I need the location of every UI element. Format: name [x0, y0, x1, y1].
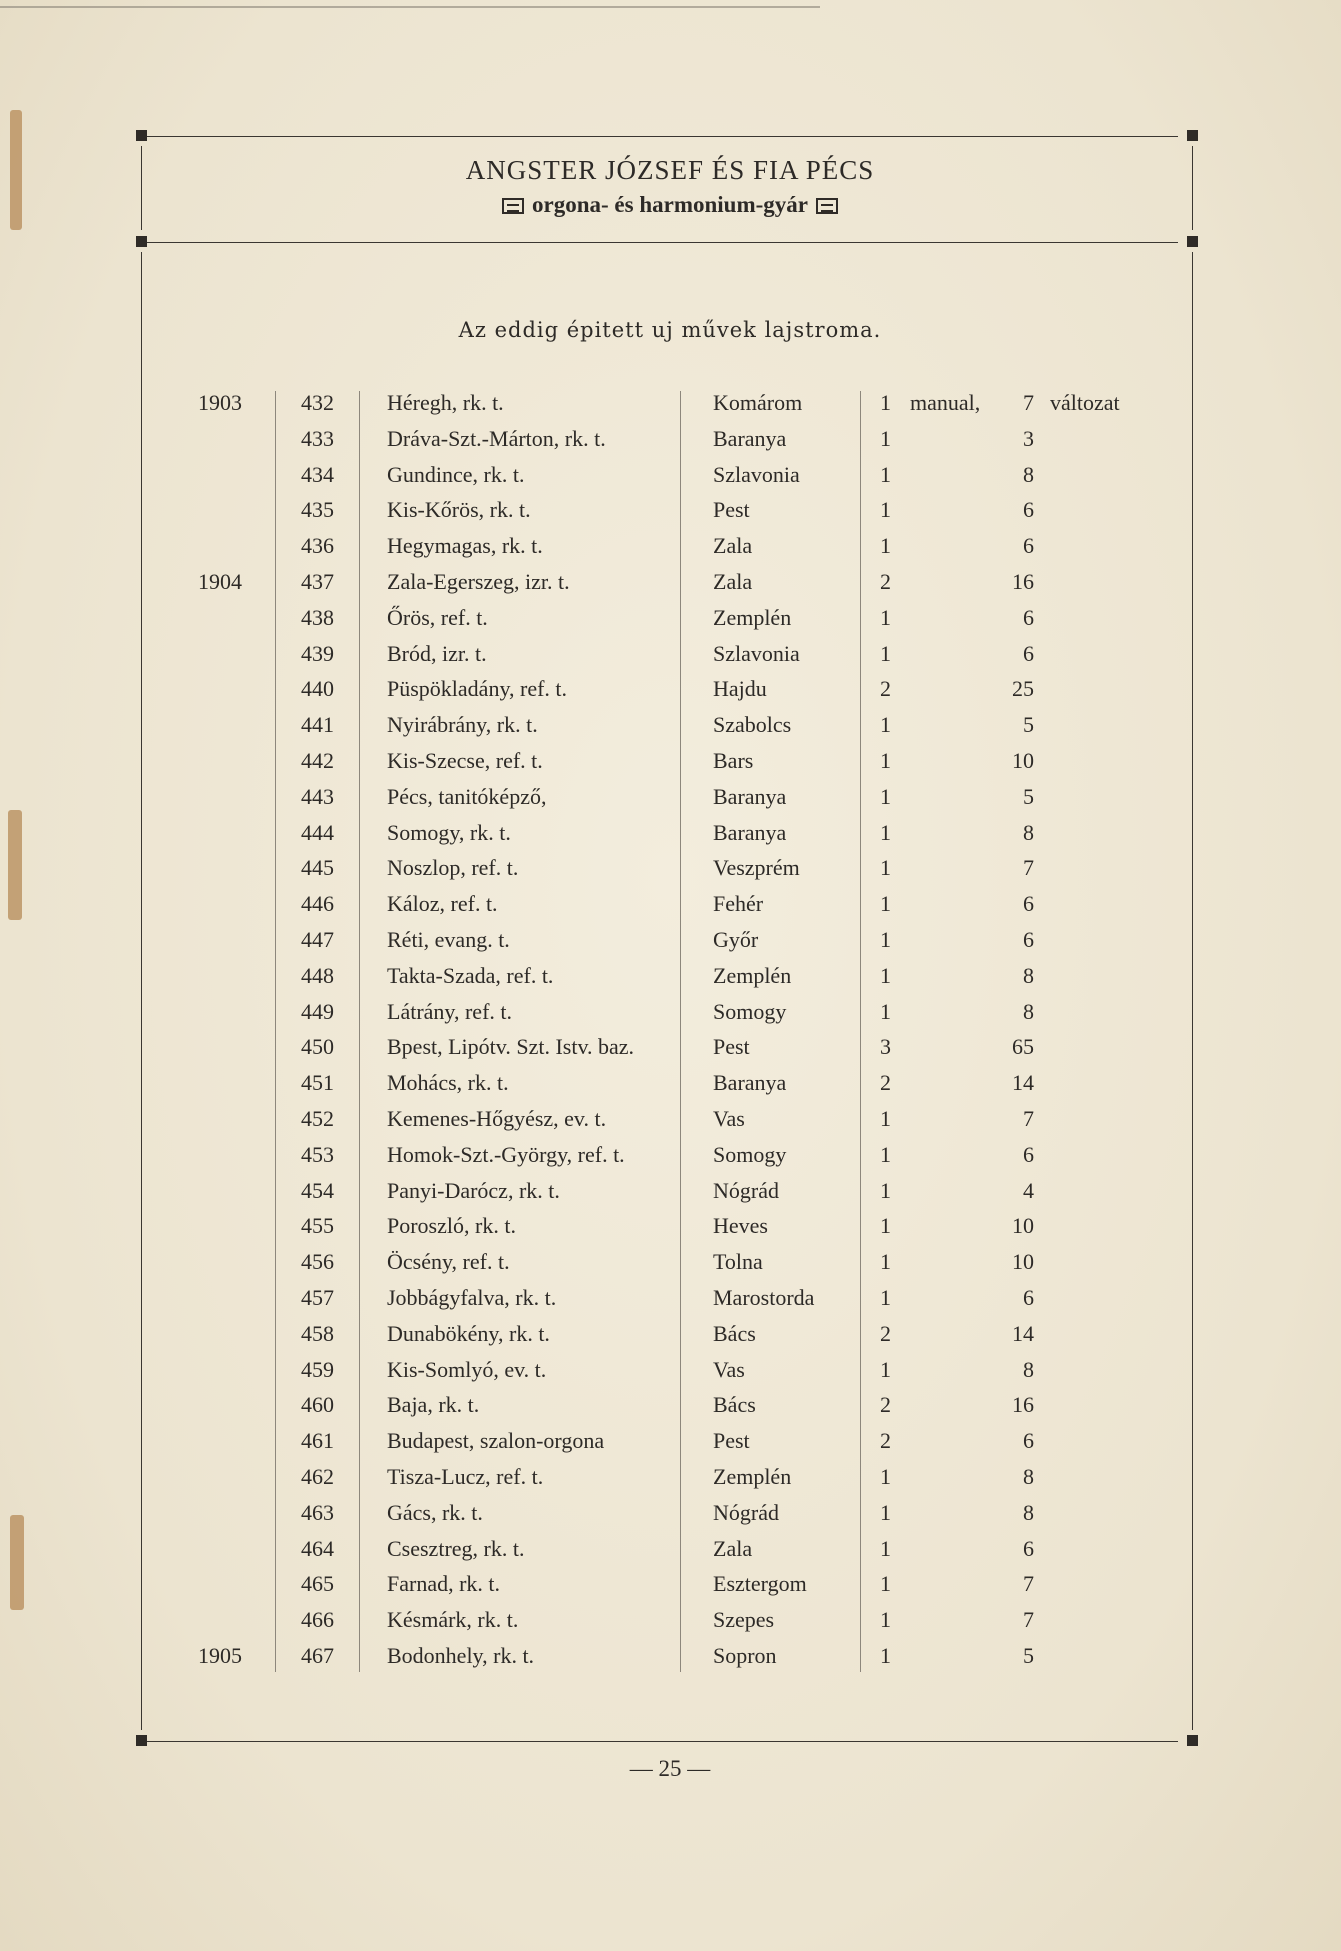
manuals-cell: 1	[880, 533, 891, 559]
place-cell: Késmárk, rk. t.	[387, 1607, 519, 1633]
manuals-cell: 2	[880, 1070, 891, 1096]
county-cell: Somogy	[713, 998, 787, 1024]
page-edge	[0, 6, 820, 8]
work-number-cell: 462	[301, 1464, 334, 1489]
manuals-cell: 2	[880, 1320, 891, 1346]
place-cell: Baja, rk. t.	[387, 1392, 480, 1418]
manuals-cell: 1	[880, 1285, 891, 1310]
table-row	[0, 1244, 1341, 1280]
organ-ornament-icon	[502, 198, 524, 214]
place-cell: Bpest, Lipótv. Szt. Istv. baz.	[387, 1034, 635, 1060]
table-row	[0, 958, 1341, 994]
county-cell: Zala	[713, 533, 753, 559]
place-cell: Somogy, rk. t.	[387, 819, 511, 845]
table-row	[0, 707, 1341, 743]
stops-cell: 5	[1023, 1643, 1034, 1668]
place-cell: Gács, rk. t.	[387, 1499, 483, 1525]
frame-corner-square	[136, 130, 147, 141]
county-cell: Baranya	[713, 783, 787, 809]
place-cell: Homok-Szt.-György, ref. t.	[387, 1141, 625, 1167]
table-row	[0, 994, 1341, 1030]
place-cell: Kis-Kőrös, rk. t.	[387, 497, 531, 523]
county-cell: Nógrád	[713, 1177, 779, 1203]
place-cell: Panyi-Darócz, rk. t.	[387, 1177, 560, 1203]
column-divider	[275, 391, 276, 1672]
stops-cell: 5	[1023, 712, 1034, 738]
county-cell: Zala	[713, 569, 753, 594]
stops-cell: 6	[1023, 604, 1034, 630]
manuals-cell: 2	[880, 1428, 891, 1454]
work-number-cell: 447	[301, 927, 334, 952]
stops-cell: 7	[1023, 390, 1034, 415]
table-row	[0, 564, 1341, 600]
table-row	[0, 1387, 1341, 1423]
place-cell: Bodonhely, rk. t.	[387, 1643, 535, 1668]
manuals-cell: 1	[880, 1213, 891, 1239]
stops-cell: 5	[1023, 783, 1034, 809]
manuals-cell: 1	[880, 640, 891, 666]
manual-label: manual,	[910, 390, 981, 415]
county-cell: Bács	[713, 1320, 756, 1346]
place-cell: Dráva-Szt.-Márton, rk. t.	[387, 425, 606, 451]
table-row	[0, 1137, 1341, 1173]
table-row	[0, 1602, 1341, 1638]
work-number-cell: 440	[301, 676, 334, 702]
table-row	[0, 385, 1341, 421]
stops-cell: 8	[1023, 1499, 1034, 1525]
manuals-cell: 1	[880, 1106, 891, 1131]
subtitle-text: orgona- és harmonium-gyár	[532, 192, 808, 217]
table-row	[0, 600, 1341, 636]
work-number-cell: 458	[301, 1320, 334, 1346]
stops-cell: 8	[1023, 962, 1034, 988]
manuals-cell: 1	[880, 1499, 891, 1525]
table-row	[0, 815, 1341, 851]
place-cell: Pécs, tanitóképző,	[387, 783, 547, 809]
letterhead	[150, 152, 1190, 222]
place-cell: Püspökladány, ref. t.	[387, 676, 568, 702]
stops-cell: 8	[1023, 461, 1034, 487]
county-cell: Hajdu	[713, 676, 767, 702]
stops-cell: 8	[1023, 819, 1034, 845]
place-cell: Dunabökény, rk. t.	[387, 1320, 550, 1346]
place-cell: Noszlop, ref. t.	[387, 855, 519, 881]
stops-cell: 7	[1023, 1106, 1034, 1131]
county-cell: Zemplén	[713, 962, 792, 988]
organ-ornament-icon	[816, 198, 838, 214]
work-number-cell: 436	[301, 533, 334, 559]
work-number-cell: 451	[301, 1070, 334, 1096]
manuals-cell: 1	[880, 748, 891, 773]
table-row	[0, 886, 1341, 922]
stops-cell: 6	[1023, 497, 1034, 523]
county-cell: Baranya	[713, 1070, 787, 1096]
county-cell: Bars	[713, 748, 754, 773]
county-cell: Somogy	[713, 1141, 787, 1167]
place-cell: Kemenes-Hőgyész, ev. t.	[387, 1106, 607, 1131]
work-number-cell: 435	[301, 497, 334, 523]
stops-cell: 8	[1023, 1464, 1034, 1489]
table-row	[0, 1065, 1341, 1101]
manuals-cell: 1	[880, 1535, 891, 1561]
frame-corner-square	[1187, 130, 1198, 141]
work-number-cell: 433	[301, 425, 334, 451]
county-cell: Szepes	[713, 1607, 775, 1633]
work-number-cell: 444	[301, 819, 334, 845]
frame-corner-square	[1187, 1735, 1198, 1746]
work-number-cell: 439	[301, 640, 334, 666]
table-row	[0, 922, 1341, 958]
place-cell: Jobbágyfalva, rk. t.	[387, 1285, 557, 1310]
company-subtitle	[150, 188, 1190, 222]
stops-cell: 14	[1012, 1320, 1034, 1346]
place-cell: Kis-Somlyó, ev. t.	[387, 1356, 547, 1382]
paper-stain	[10, 110, 22, 230]
place-cell: Bród, izr. t.	[387, 640, 487, 666]
work-number-cell: 453	[301, 1141, 334, 1167]
table-row	[0, 1638, 1341, 1674]
manuals-cell: 1	[880, 1249, 891, 1275]
place-cell: Kis-Szecse, ref. t.	[387, 748, 543, 773]
stops-cell: 7	[1023, 1607, 1034, 1633]
stops-cell: 25	[1012, 676, 1034, 702]
place-cell: Réti, evang. t.	[387, 927, 510, 952]
manuals-cell: 1	[880, 497, 891, 523]
manuals-cell: 1	[880, 1571, 891, 1597]
county-cell: Vas	[713, 1106, 745, 1131]
manuals-cell: 2	[880, 676, 891, 702]
stops-cell: 4	[1023, 1177, 1034, 1203]
manuals-cell: 1	[880, 1141, 891, 1167]
county-cell: Tolna	[713, 1249, 763, 1275]
county-cell: Fehér	[713, 891, 764, 917]
stops-cell: 10	[1012, 1249, 1034, 1275]
table-row	[0, 1316, 1341, 1352]
stops-cell: 16	[1012, 569, 1034, 594]
county-cell: Zala	[713, 1535, 753, 1561]
manuals-cell: 1	[880, 461, 891, 487]
manuals-cell: 2	[880, 1392, 891, 1418]
valtozat-label: változat	[1050, 390, 1120, 415]
manuals-cell: 1	[880, 1607, 891, 1633]
work-number-cell: 442	[301, 748, 334, 773]
county-cell: Zemplén	[713, 1464, 792, 1489]
year-cell: 1904	[198, 569, 242, 594]
column-divider	[680, 391, 681, 1672]
table-row	[0, 1173, 1341, 1209]
work-number-cell: 460	[301, 1392, 334, 1418]
table-row	[0, 1101, 1341, 1137]
manuals-cell: 1	[880, 390, 891, 415]
table-row	[0, 1459, 1341, 1495]
county-cell: Szabolcs	[713, 712, 792, 738]
stops-cell: 6	[1023, 533, 1034, 559]
column-divider	[359, 391, 360, 1672]
table-row	[0, 492, 1341, 528]
stops-cell: 3	[1023, 425, 1034, 451]
place-cell: Nyirábrány, rk. t.	[387, 712, 538, 738]
work-number-cell: 448	[301, 962, 334, 988]
table-row	[0, 421, 1341, 457]
stops-cell: 65	[1012, 1034, 1034, 1060]
work-number-cell: 464	[301, 1535, 334, 1561]
table-row	[0, 1208, 1341, 1244]
table-row	[0, 743, 1341, 779]
work-number-cell: 434	[301, 461, 334, 487]
work-number-cell: 457	[301, 1285, 334, 1310]
manuals-cell: 1	[880, 891, 891, 917]
place-cell: Káloz, ref. t.	[387, 891, 498, 917]
table-row	[0, 1423, 1341, 1459]
page-number: — 25 —	[629, 1756, 711, 1781]
place-cell: Poroszló, rk. t.	[387, 1213, 516, 1239]
work-number-cell: 450	[301, 1034, 334, 1060]
place-cell: Héregh, rk. t.	[387, 390, 504, 415]
table-row	[0, 528, 1341, 564]
county-cell: Győr	[713, 927, 759, 952]
stops-cell: 6	[1023, 891, 1034, 917]
frame-corner-square	[136, 236, 147, 247]
county-cell: Komárom	[713, 390, 803, 415]
place-cell: Zala-Egerszeg, izr. t.	[387, 569, 570, 594]
manuals-cell: 1	[880, 1356, 891, 1382]
work-number-cell: 455	[301, 1213, 334, 1239]
stops-cell: 6	[1023, 1141, 1034, 1167]
manuals-cell: 1	[880, 1464, 891, 1489]
manuals-cell: 1	[880, 1643, 891, 1668]
place-cell: Budapest, szalon-orgona	[387, 1428, 605, 1454]
stops-cell: 6	[1023, 1428, 1034, 1454]
table-row	[0, 457, 1341, 493]
manuals-cell: 1	[880, 604, 891, 630]
work-number-cell: 467	[301, 1643, 334, 1668]
table-row	[0, 1352, 1341, 1388]
county-cell: Baranya	[713, 425, 787, 451]
work-number-cell: 441	[301, 712, 334, 738]
county-cell: Pest	[713, 1428, 750, 1454]
stops-cell: 16	[1012, 1392, 1034, 1418]
stops-cell: 7	[1023, 855, 1034, 881]
county-cell: Esztergom	[713, 1571, 807, 1597]
county-cell: Vas	[713, 1356, 745, 1382]
place-cell: Hegymagas, rk. t.	[387, 533, 543, 559]
work-number-cell: 463	[301, 1499, 334, 1525]
table-row	[0, 1566, 1341, 1602]
place-cell: Őrös, ref. t.	[387, 604, 488, 630]
county-cell: Szlavonia	[713, 461, 800, 487]
frame-corner-square	[136, 1735, 147, 1746]
list-title: Az eddig épitett uj művek lajstroma.	[458, 318, 882, 342]
county-cell: Pest	[713, 497, 750, 523]
work-number-cell: 465	[301, 1571, 334, 1597]
work-number-cell: 459	[301, 1356, 334, 1382]
stops-cell: 10	[1012, 748, 1034, 773]
place-cell: Farnad, rk. t.	[387, 1571, 501, 1597]
place-cell: Mohács, rk. t.	[387, 1070, 509, 1096]
county-cell: Nógrád	[713, 1499, 779, 1525]
year-cell: 1905	[198, 1643, 242, 1668]
county-cell: Pest	[713, 1034, 750, 1060]
manuals-cell: 1	[880, 425, 891, 451]
table-row	[0, 1280, 1341, 1316]
stops-cell: 6	[1023, 927, 1034, 952]
manuals-cell: 1	[880, 927, 891, 952]
county-cell: Heves	[713, 1213, 768, 1239]
manuals-cell: 1	[880, 783, 891, 809]
county-cell: Zemplén	[713, 604, 792, 630]
manuals-cell: 1	[880, 962, 891, 988]
work-number-cell: 446	[301, 891, 334, 917]
place-cell: Öcsény, ref. t.	[387, 1249, 510, 1275]
frame-corner-square	[1187, 236, 1198, 247]
work-number-cell: 456	[301, 1249, 334, 1275]
manuals-cell: 1	[880, 1177, 891, 1203]
place-cell: Tisza-Lucz, ref. t.	[387, 1464, 544, 1489]
table-row	[0, 1029, 1341, 1065]
table-row	[0, 1531, 1341, 1567]
county-cell: Bács	[713, 1392, 756, 1418]
table-row	[0, 850, 1341, 886]
stops-cell: 8	[1023, 998, 1034, 1024]
stops-cell: 6	[1023, 1285, 1034, 1310]
stops-cell: 8	[1023, 1356, 1034, 1382]
county-cell: Baranya	[713, 819, 787, 845]
manuals-cell: 1	[880, 998, 891, 1024]
place-cell: Látrány, ref. t.	[387, 998, 513, 1024]
year-cell: 1903	[198, 390, 242, 415]
county-cell: Sopron	[713, 1643, 777, 1668]
work-number-cell: 449	[301, 998, 334, 1024]
table-row	[0, 636, 1341, 672]
table-row	[0, 671, 1341, 707]
work-number-cell: 466	[301, 1607, 334, 1633]
work-number-cell: 443	[301, 783, 334, 809]
place-cell: Csesztreg, rk. t.	[387, 1535, 525, 1561]
manuals-cell: 3	[880, 1034, 891, 1060]
stops-cell: 10	[1012, 1213, 1034, 1239]
work-number-cell: 438	[301, 604, 334, 630]
stops-cell: 6	[1023, 1535, 1034, 1561]
work-number-cell: 461	[301, 1428, 334, 1454]
work-number-cell: 445	[301, 855, 334, 881]
manuals-cell: 1	[880, 819, 891, 845]
stops-cell: 7	[1023, 1571, 1034, 1597]
manuals-cell: 2	[880, 569, 891, 594]
table-row	[0, 779, 1341, 815]
work-number-cell: 432	[301, 390, 334, 415]
stops-cell: 14	[1012, 1070, 1034, 1096]
place-cell: Gundince, rk. t.	[387, 461, 525, 487]
stops-cell: 6	[1023, 640, 1034, 666]
work-number-cell: 452	[301, 1106, 334, 1131]
table-row	[0, 1495, 1341, 1531]
work-number-cell: 437	[301, 569, 334, 594]
county-cell: Szlavonia	[713, 640, 800, 666]
column-divider	[860, 391, 861, 1672]
manuals-cell: 1	[880, 712, 891, 738]
company-name: ANGSTER JÓZSEF ÉS FIA PÉCS	[465, 155, 875, 185]
county-cell: Marostorda	[713, 1285, 815, 1310]
manuals-cell: 1	[880, 855, 891, 881]
place-cell: Takta-Szada, ref. t.	[387, 962, 554, 988]
work-number-cell: 454	[301, 1177, 334, 1203]
county-cell: Veszprém	[713, 855, 800, 881]
